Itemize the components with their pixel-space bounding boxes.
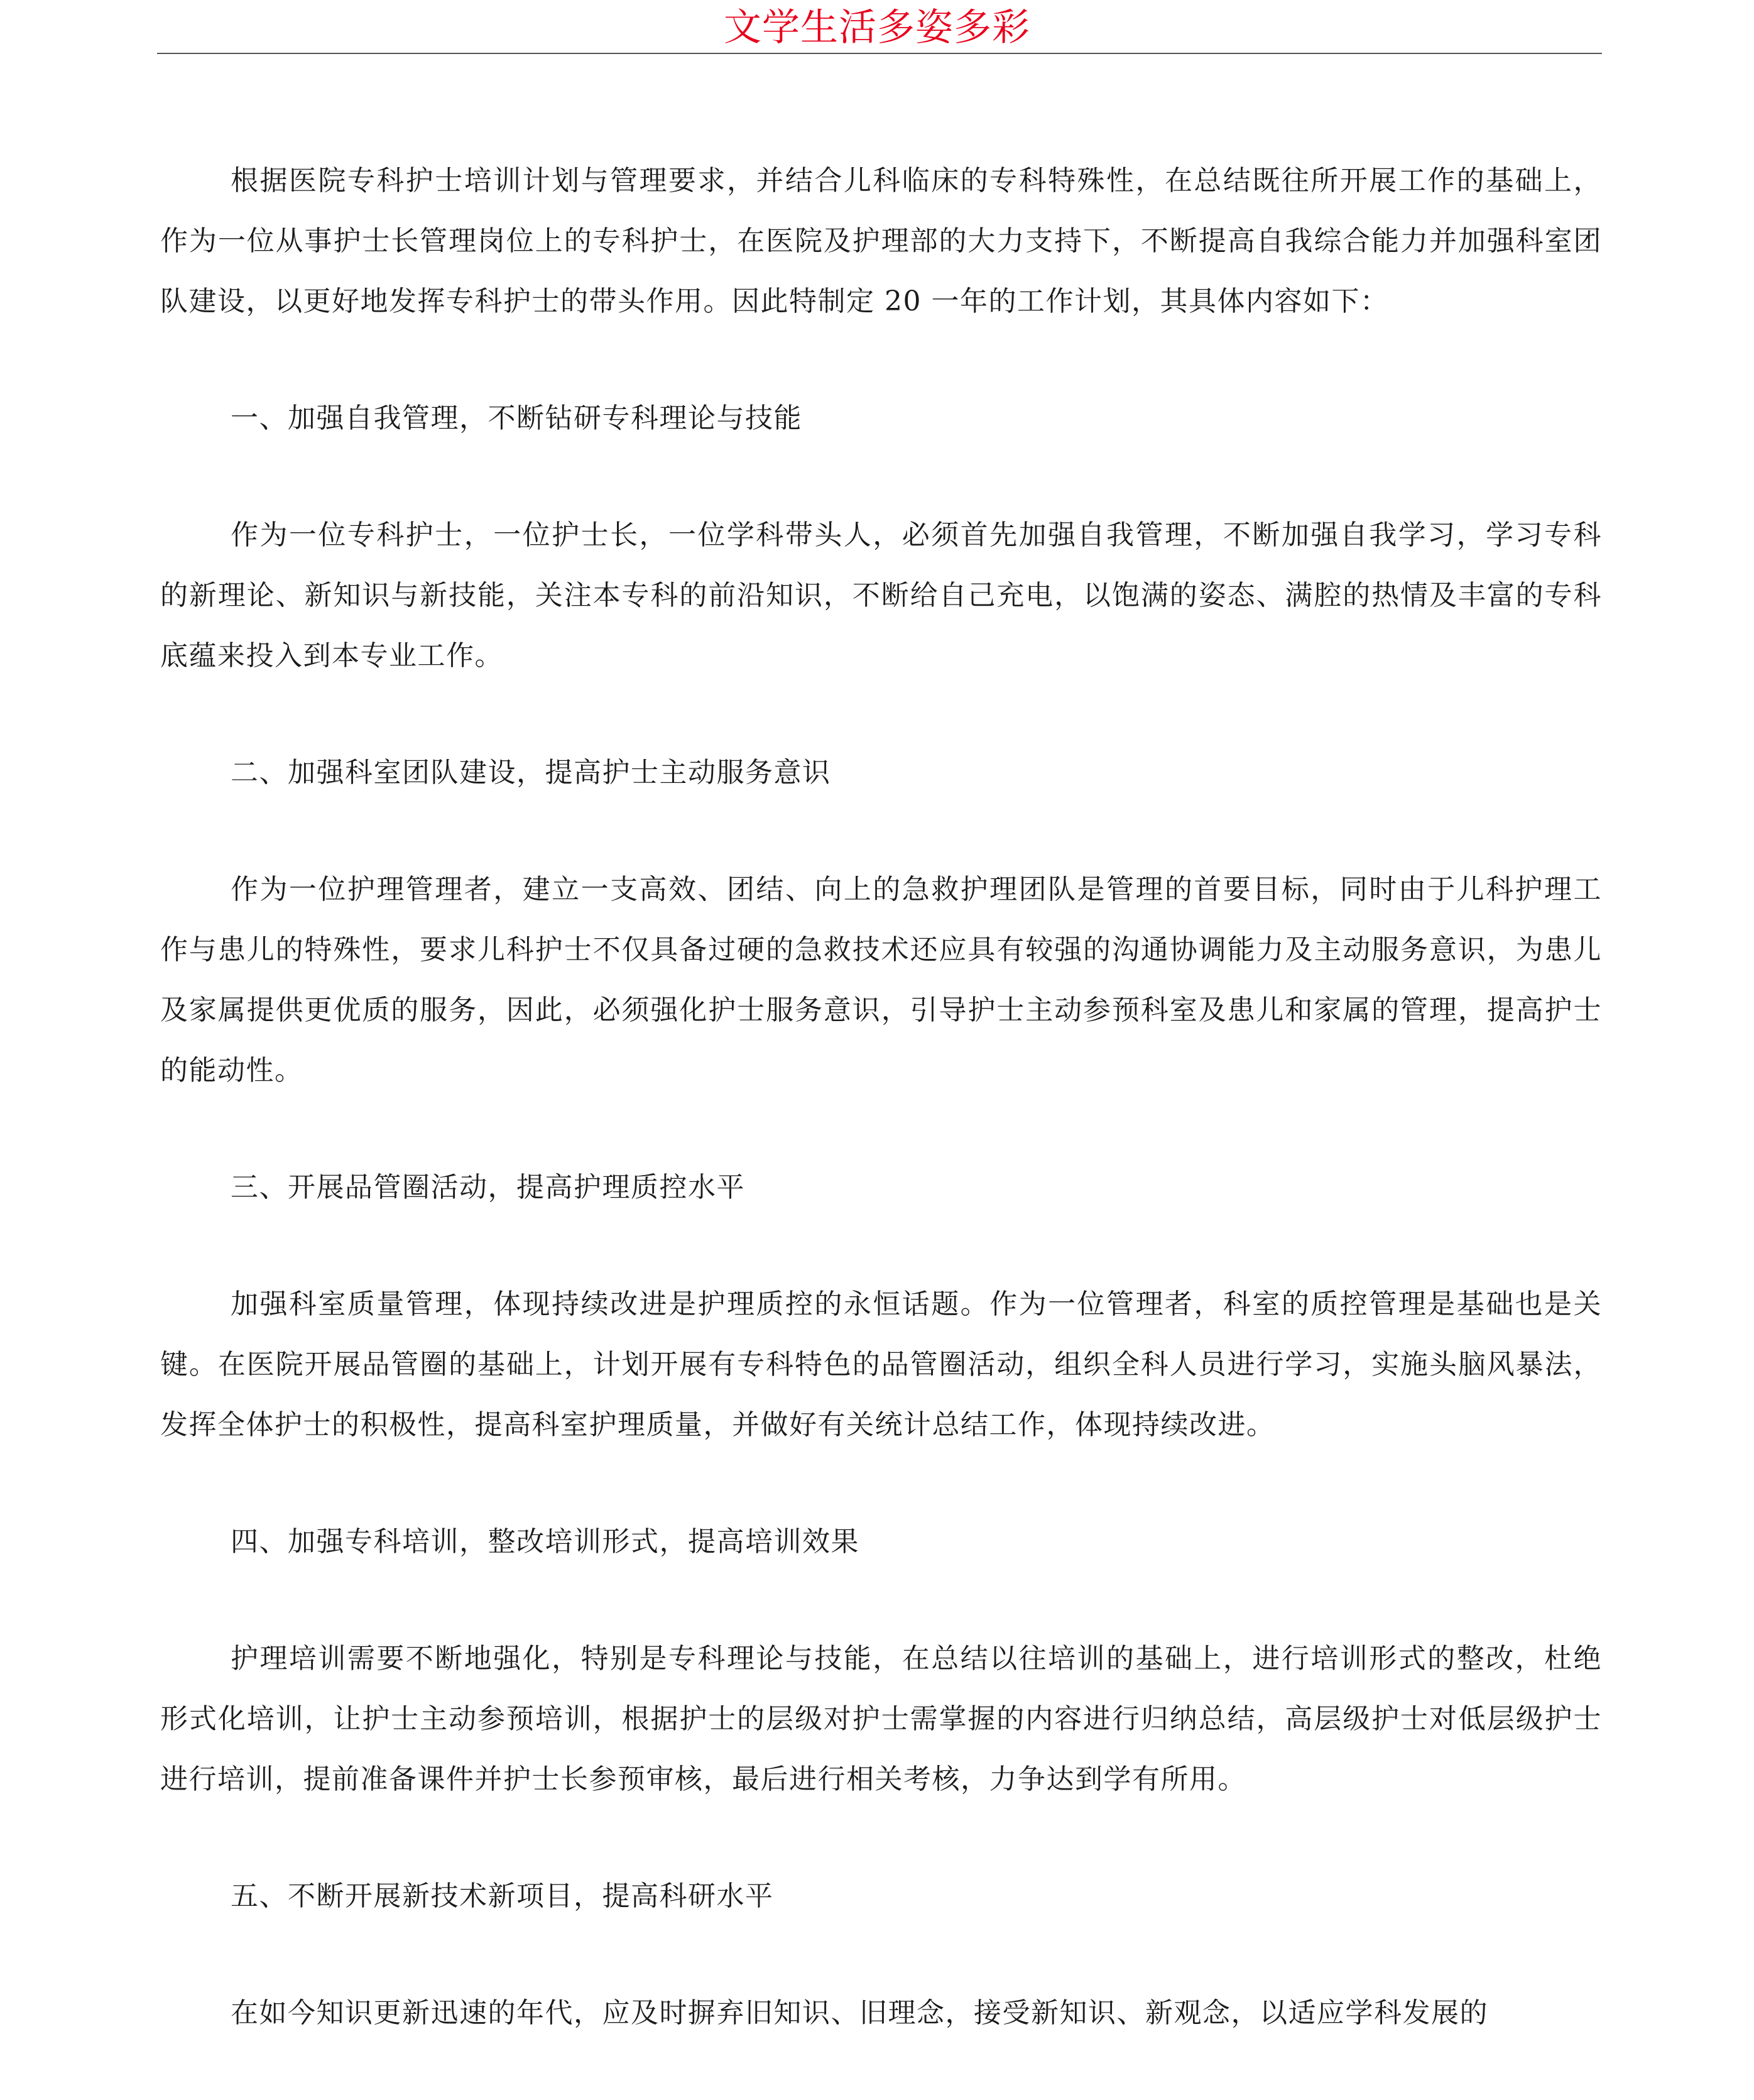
section-2-heading: 二、加强科室团队建设，提高护士主动服务意识 (231, 757, 831, 789)
section-3-heading: 三、开展品管圈活动，提高护理质控水平 (231, 1171, 745, 1203)
page-header-title: 文学生活多姿多彩 (724, 6, 1030, 50)
intro-paragraph: 根据医院专科护士培训计划与管理要求，并结合儿科临床的专科特殊性，在总结既往所开展工作的基础上，作为一位从事护士长管理岗位上的专科护士，在医院及护理部的大力支持下，不断提高自我综合能力并加强科室团队建设，以更好地发挥专科护士的带头作用。因此特制定 20 一年的工作计划，其具体内容如下： (160, 165, 1602, 317)
section-3-body: 加强科室质量管理，体现持续改进是护理质控的永恒话题。作为一位管理者，科室的质控管理是基础也是关键。在医院开展品管圈的基础上，计划开展有专科特色的品管圈活动，组织全科人员进行学习，实施头脑风暴法，发挥全体护士的积极性，提高科室护理质量，并做好有关统计总结工作，体现持续改进。 (160, 1288, 1602, 1441)
section-2-body: 作为一位护理管理者，建立一支高效、团结、向上的急救护理团队是管理的首要目标，同时由于儿科护理工作与患儿的特殊性，要求儿科护士不仅具备过硬的急救技术还应具有较强的沟通协调能力及主动服务意识，为患儿及家属提供更优质的服务，因此，必须强化护士服务意识，引导护士主动参预科室及患儿和家属的管理，提高护士的能动性。 (160, 873, 1602, 1086)
section-5-body: 在如今知识更新迅速的年代，应及时摒弃旧知识、旧理念，接受新知识、新观念，以适应学科发展的 (231, 1997, 1488, 2029)
section-5-heading: 五、不断开展新技术新项目，提高科研水平 (231, 1880, 774, 1912)
section-4-heading: 四、加强专科培训，整改培训形式，提高培训效果 (231, 1526, 859, 1558)
section-4-body: 护理培训需要不断地强化，特别是专科理论与技能，在总结以往培训的基础上，进行培训形式的整改，杜绝形式化培训，让护士主动参预培训，根据护士的层级对护士需掌握的内容进行归纳总结，高层级护士对低层级护士进行培训，提前准备课件并护士长参预审核，最后进行相关考核，力争达到学有所用。 (160, 1643, 1602, 1795)
header-divider (157, 53, 1602, 54)
document-body (160, 151, 1602, 2100)
section-1-heading: 一、加强自我管理，不断钻研专科理论与技能 (231, 402, 802, 434)
section-1-body: 作为一位专科护士，一位护士长，一位学科带头人，必须首先加强自我管理，不断加强自我学习，学习专科的新理论、新知识与新技能，关注本专科的前沿知识，不断给自己充电，以饱满的姿态、满腔的热情及丰富的专科底蕴来投入到本专业工作。 (160, 519, 1602, 672)
